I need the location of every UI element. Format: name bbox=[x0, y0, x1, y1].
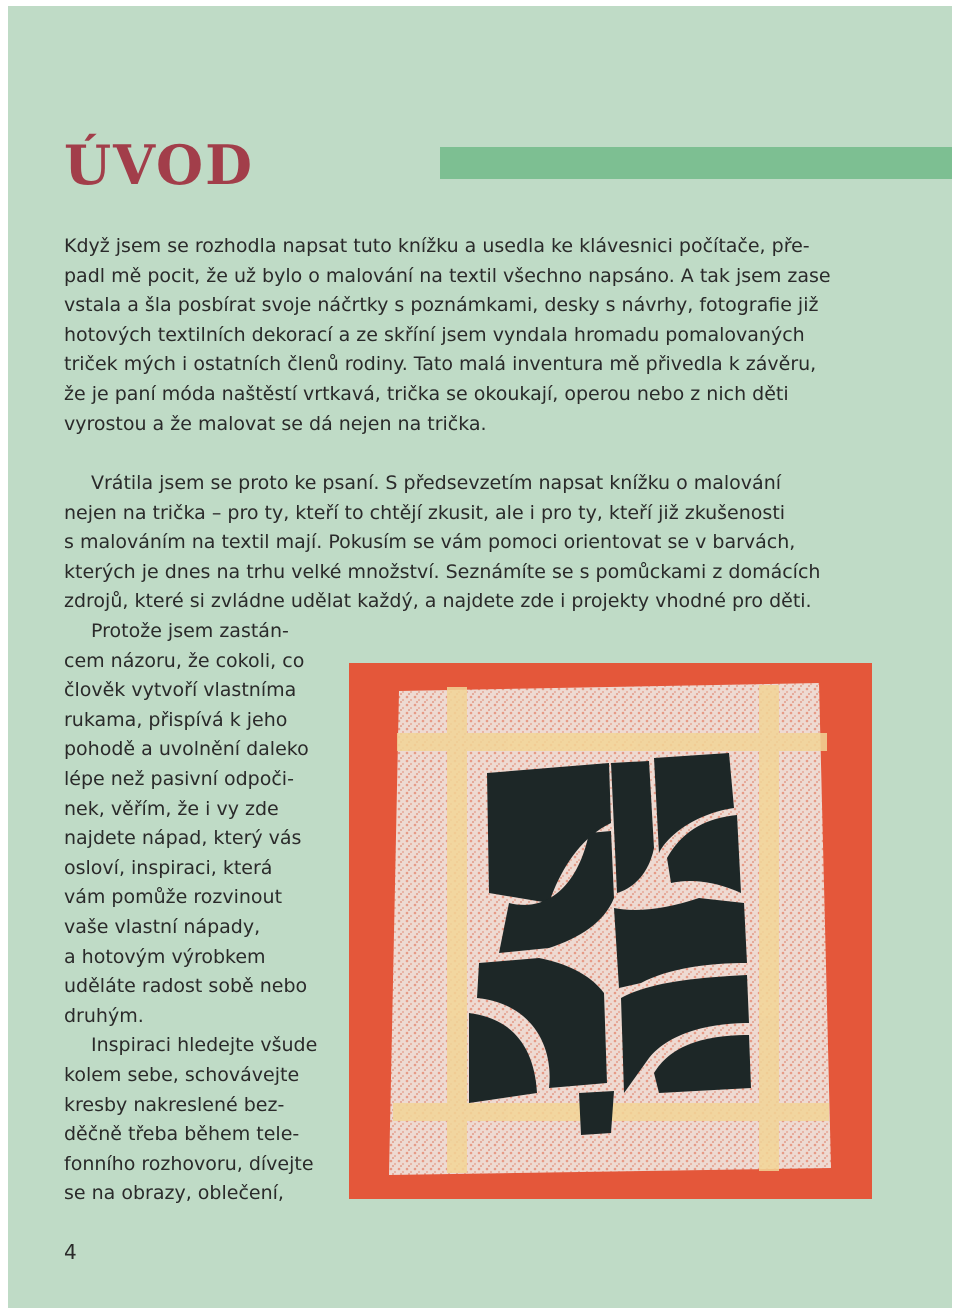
text-line: že je paní móda naštěstí vrtkavá, trička se okoukají, operou nebo z nich děti bbox=[64, 382, 789, 405]
text-line: uděláte radost sobě nebo bbox=[64, 975, 308, 998]
text-line: zdrojů, které si zvládne udělat každý, a najdete zde i projekty vhodné pro děti. bbox=[64, 590, 812, 613]
text-line: druhým. bbox=[64, 1004, 144, 1027]
text-line: vstala a šla posbírat svoje náčrtky s poznámkami, desky s návrhy, fotografie již bbox=[64, 294, 819, 317]
text-line: vaše vlastní nápady, bbox=[64, 915, 261, 938]
text-line: vám pomůže rozvinout bbox=[64, 886, 283, 909]
text-line: vyrostou a že malovat se dá nejen na trička. bbox=[64, 412, 487, 435]
text-line: osloví, inspiraci, která bbox=[64, 856, 273, 879]
page-title: ÚVOD bbox=[64, 133, 254, 197]
text-line: kresby nakreslené bez- bbox=[64, 1093, 285, 1116]
title-accent-bar bbox=[440, 147, 952, 179]
text-line: hotových textilních dekorací a ze skříní jsem vyndala hromadu pomalovaných bbox=[64, 323, 805, 346]
text-line: cem názoru, že cokoli, co bbox=[64, 649, 305, 672]
text-line: pohodě a uvolnění daleko bbox=[64, 738, 309, 761]
text-line: padl mě pocit, že už bylo o malování na textil všechno napsáno. A tak jsem zase bbox=[64, 264, 831, 287]
text-line: Když jsem se rozhodla napsat tuto knížku a usedla ke klávesnici počítače, pře- bbox=[64, 235, 810, 257]
painted-fabric-photo bbox=[349, 663, 872, 1199]
page-number: 4 bbox=[64, 1240, 77, 1264]
text-line: nejen na trička – pro ty, kteří to chtějí zkusit, ale i pro ty, kteří již zkušenosti bbox=[64, 501, 786, 524]
text-line: se na obrazy, oblečení, bbox=[64, 1182, 284, 1205]
text-line: člověk vytvoří vlastníma bbox=[64, 679, 297, 702]
text-line: nek, věřím, že i vy zde bbox=[64, 797, 279, 820]
text-line: najdete nápad, který vás bbox=[64, 827, 302, 850]
text-line: lépe než pasivní odpoči- bbox=[64, 767, 294, 790]
text-line: děčně třeba během tele- bbox=[64, 1123, 300, 1146]
text-line: kterých je dnes na trhu velké množství. Seznámíte se s pomůckami z domácích bbox=[64, 560, 821, 583]
text-line: s malováním na textil mají. Pokusím se vám pomoci orientovat se v barvách, bbox=[64, 531, 796, 554]
text-line: triček mých i ostatních členů rodiny. Tato malá inventura mě přivedla k závěru, bbox=[64, 353, 817, 376]
second-paragraph bbox=[64, 469, 880, 617]
text-line: a hotovým výrobkem bbox=[64, 945, 266, 968]
text-line: kolem sebe, schovávejte bbox=[64, 1063, 300, 1086]
narrow-column bbox=[64, 617, 334, 1209]
text-line: Vrátila jsem se proto ke psaní. S předsevzetím napsat knížku o malování bbox=[91, 472, 782, 494]
intro-paragraph bbox=[64, 232, 880, 439]
text-line: Protože jsem zastán- bbox=[91, 620, 289, 642]
text-line: fonního rozhovoru, dívejte bbox=[64, 1152, 314, 1175]
text-line: rukama, přispívá k jeho bbox=[64, 708, 288, 731]
text-line: Inspiraci hledejte všude bbox=[91, 1034, 318, 1057]
